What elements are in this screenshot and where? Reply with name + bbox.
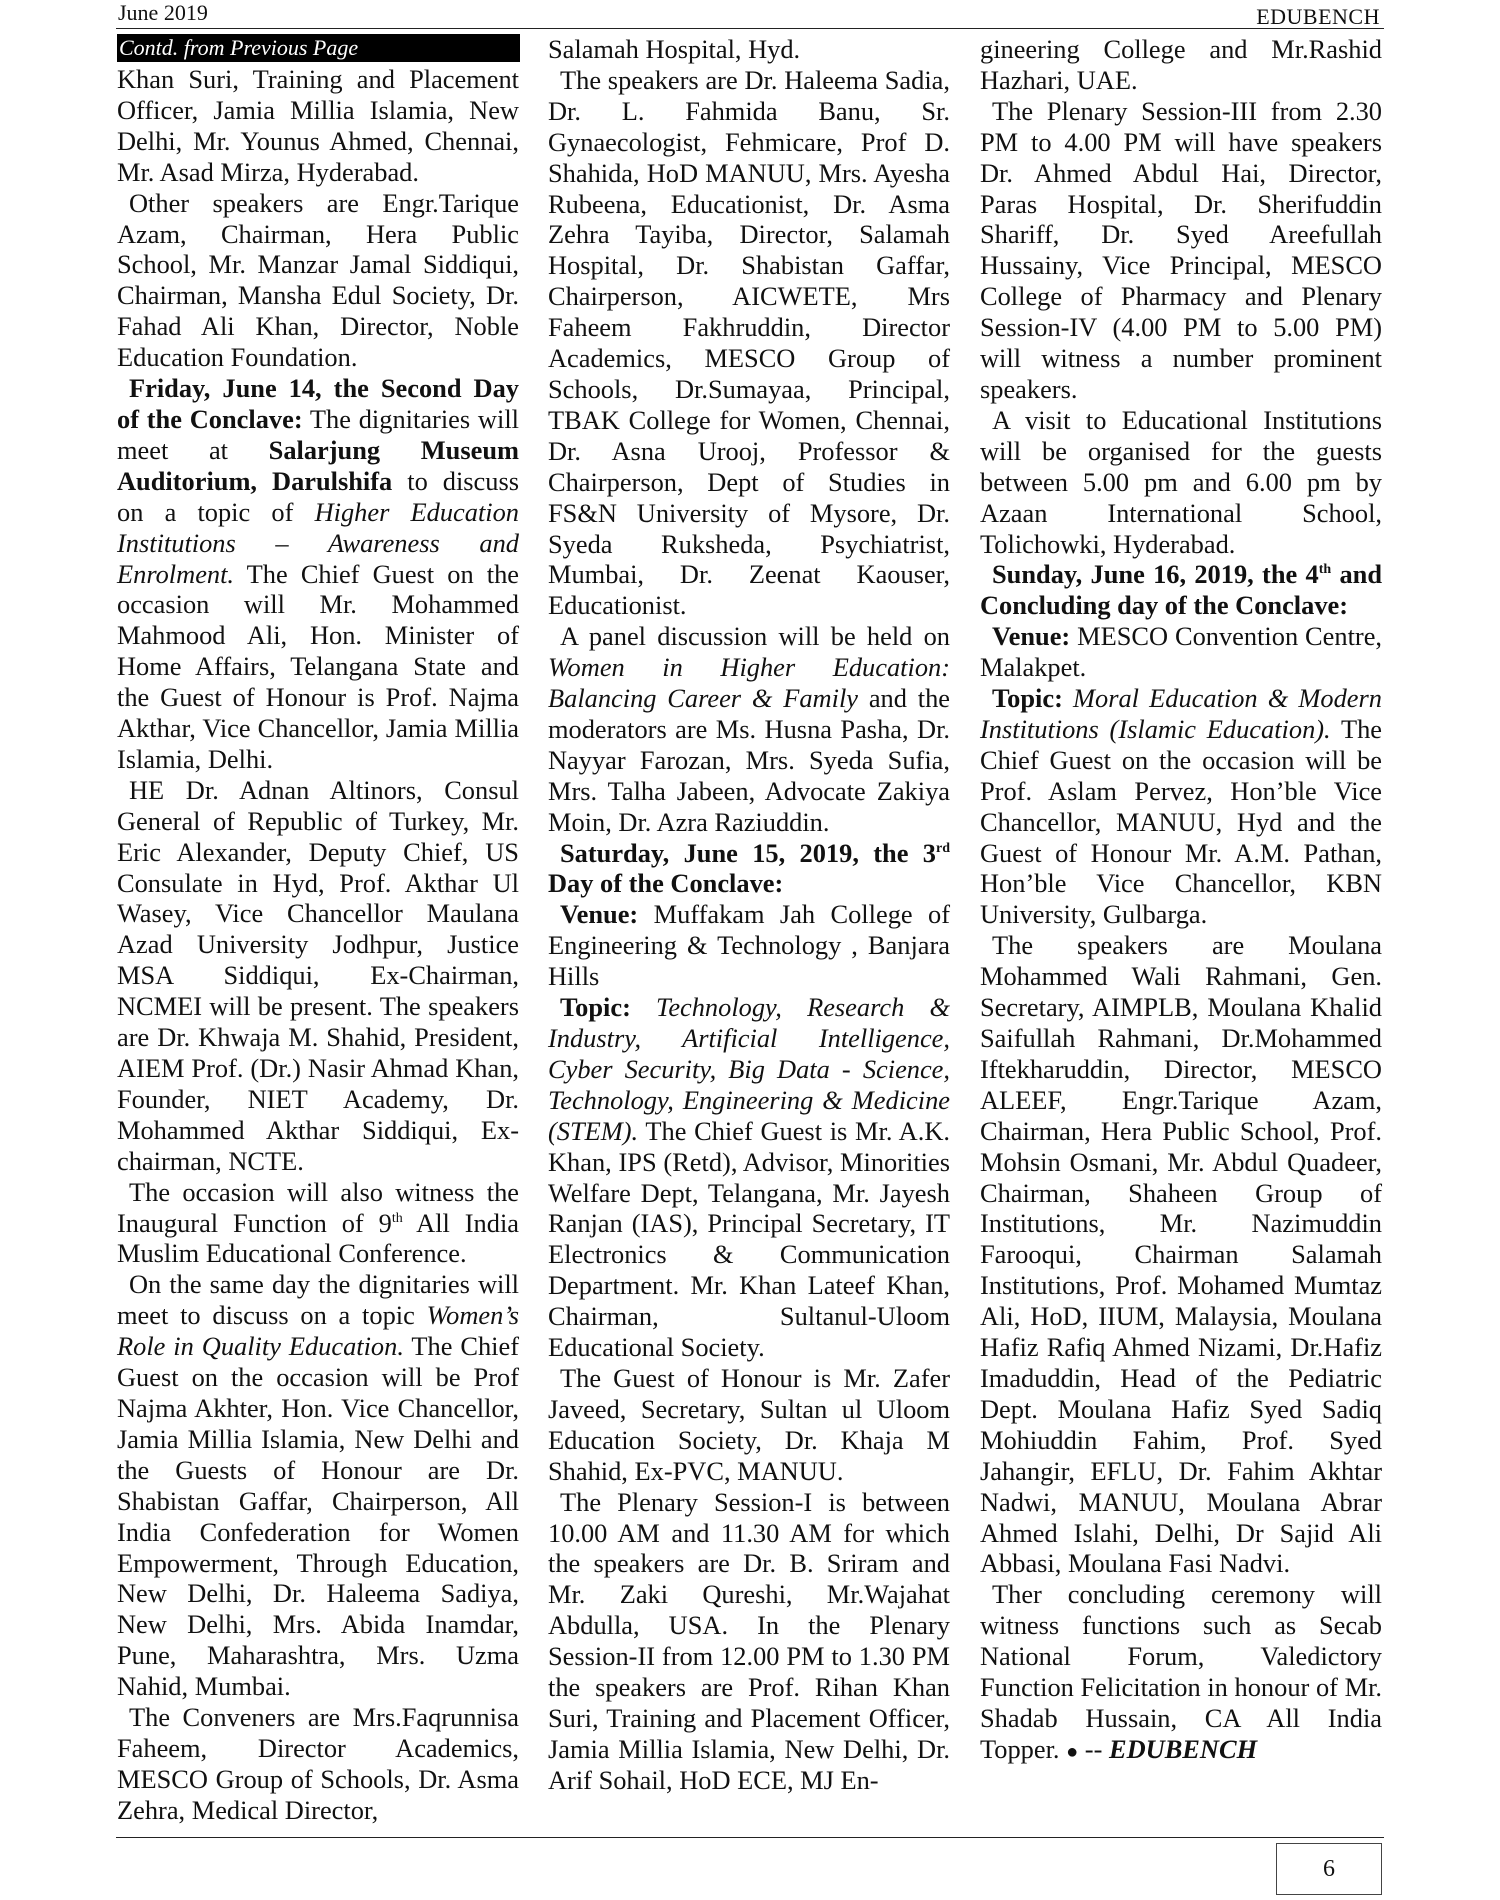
text-run: A panel discussion will be held on bbox=[560, 621, 950, 652]
text-run: Sunday, June 16, 2019, the 4 bbox=[992, 559, 1319, 590]
text-run: Muffakam Jah College of Engineering & Technology , Banjara Hills bbox=[548, 899, 950, 992]
publication-name: EDUBENCH bbox=[1256, 4, 1380, 29]
text-run: On the same day the dignitaries will meet to discuss on a topic bbox=[117, 1269, 519, 1331]
text-run: Ther concluding ceremony will witness functions such as Secab National Forum, Valedictory Function Felicitation in honour of Mr. Shadab Hussain, CA All India Topper. bbox=[980, 1579, 1382, 1764]
paragraph bbox=[980, 621, 1382, 683]
paragraph bbox=[548, 992, 950, 1363]
paragraph bbox=[117, 1177, 519, 1270]
column-2 bbox=[548, 34, 950, 1796]
paragraph: HE Dr. Adnan Altinors, Consul General of Republic of Turkey, Mr. Eric Alexander, Deputy Chief, US Consulate in Hyd, Prof. Akthar Ul Wasey, Vice Chancellor Maulana Azad University Jodhpur, Justice MSA Siddiqui, Ex-Chairman, NCMEI will be present. The speakers are Dr. Khwaja M. Shahid, President, AIEM Prof. (Dr.) Nasir Ahmad Khan, Founder, NIET Academy, Dr. Mohammed Akthar Siddiqui, Ex-chairman, NCTE. bbox=[117, 774, 519, 1176]
footer-rule bbox=[116, 1837, 1384, 1838]
text-run: The Chief Guest on the occasion will be Prof. Aslam Pervez, Hon’ble Vice Chancellor, MANUU, Hyd and the Guest of Honour Mr. A.M. Pathan, Hon’ble Vice Chancellor, KBN University, Gulbarga. bbox=[980, 713, 1382, 930]
topic-title: Higher Education Institutions – Awareness and Enrolment. bbox=[117, 496, 519, 589]
day-heading bbox=[980, 559, 1382, 621]
column-1 bbox=[117, 34, 519, 1826]
paragraph bbox=[548, 621, 950, 837]
text-run: -- bbox=[1078, 1733, 1109, 1764]
paragraph bbox=[548, 899, 950, 992]
paragraph: Khan Suri, Training and Placement Officer, Jamia Millia Islamia, New Delhi, Mr. Younus Ahmed, Chennai, Mr. Asad Mirza, Hyderabad. bbox=[117, 64, 519, 187]
ordinal-suffix: rd bbox=[936, 840, 950, 856]
ordinal-suffix: th bbox=[391, 1210, 403, 1226]
bullet-icon: ● bbox=[1066, 1740, 1079, 1763]
day-heading bbox=[548, 838, 950, 900]
text-run: The Chief Guest is Mr. A.K. Khan, IPS (Retd), Advisor, Minorities Welfare Dept, Telangana, Mr. Jayesh Ranjan (IAS), Principal Secretary, IT Electronics & Communication Department. Mr. Khan Lateef Khan, Chairman, Sultanul-Uloom Educational Society. bbox=[548, 1115, 950, 1363]
topic-title: Technology, Research & Industry, Artificial Intelligence, Cyber Security, Big Data - Science, Technology, Engineering & Medicine (STEM). bbox=[548, 992, 950, 1146]
paragraph bbox=[117, 1269, 519, 1702]
paragraph: The speakers are Dr. Haleema Sadia, Dr. L. Fahmida Banu, Sr. Gynaecologist, Fehmicare, Prof D. Shahida, HoD MANUU, Mrs. Ayesha Rubeena, Educationist, Dr. Asma Zehra Tayiba, Director, Salamah Hospital, Dr. Shabistan Gaffar, Chairperson, AICWETE, Mrs Faheem Fakhruddin, Director Academics, MESCO Group of Schools, Dr.Sumayaa, Principal, TBAK College for Women, Chennai, Dr. Asna Urooj, Professor & Chairperson, Dept of Studies in FS&N University of Mysore, Dr. Syeda Ruksheda, Psychiatrist, Mumbai, Dr. Zeenat Kaouser, Educationist. bbox=[548, 64, 950, 621]
ordinal-suffix: th bbox=[1318, 562, 1332, 578]
venue-label: Venue: bbox=[560, 899, 639, 930]
text-run: The Chief Guest on the occasion will Mr. Mohammed Mahmood Ali, Hon. Minister of Home Affairs, Telangana State and the Guest of Honour is Prof. Najma Akthar, Vice Chancellor, Jamia Millia Islamia, Delhi. bbox=[117, 558, 519, 774]
paragraph: A visit to Educational Institutions will be organised for the guests between 5.00 pm and 6.00 pm by Azaan International School, Tolichowki, Hyderabad. bbox=[980, 404, 1382, 559]
page-number: 6 bbox=[1276, 1843, 1382, 1895]
text-run: Saturday, June 15, 2019, the 3 bbox=[560, 837, 936, 868]
paragraph: The Conveners are Mrs.Faqrunnisa Faheem, Director Academics, MESCO Group of Schools, Dr. Asma Zehra, Medical Director, bbox=[117, 1702, 519, 1825]
panel-topic: Women in Higher Education: Balancing Career & Family bbox=[548, 652, 950, 714]
paragraph bbox=[980, 1579, 1382, 1767]
column-3 bbox=[980, 34, 1382, 1768]
signature: EDUBENCH bbox=[1108, 1733, 1258, 1764]
text-run: The occasion will also witness the Inaugural Function of 9 bbox=[117, 1176, 519, 1238]
text-run: The Chief Guest on the occasion will be Prof Najma Akhter, Hon. Vice Chancellor, Jamia Millia Islamia, New Delhi and the Guests of Honour are Dr. Shabistan Gaffar, Chairperson, All India Confederation for Women Empowerment, Through Education, New Delhi, Dr. Haleema Sadiya, New Delhi, Mrs. Abida Inamdar, Pune, Maharashtra, Mrs. Uzma Nahid, Mumbai. bbox=[117, 1331, 519, 1702]
text-run: The dignitaries will meet at bbox=[117, 403, 519, 465]
day-heading: Friday, June 14, the Second Day of the Conclave: bbox=[117, 373, 519, 434]
text-run: MESCO Convention Centre, Malakpet. bbox=[980, 621, 1382, 683]
paragraph: The Plenary Session-III from 2.30 PM to 4.00 PM will have speakers Dr. Ahmed Abdul Hai, Director, Paras Hospital, Dr. Sherifuddin Shariff, Dr. Syed Areefullah Hussainy, Vice Principal, MESCO College of Pharmacy and Plenary Session-IV (4.00 PM to 5.00 PM) will witness a number prominent speakers. bbox=[980, 95, 1382, 404]
venue-label: Venue: bbox=[992, 621, 1071, 652]
text-run: and the moderators are Ms. Husna Pasha, Dr. Nayyar Farozan, Mrs. Syeda Sufia, Mrs. Talha Jabeen, Advocate Zakiya Moin, Dr. Azra Raziuddin. bbox=[548, 683, 950, 837]
header-rule bbox=[116, 28, 1384, 29]
issue-date: June 2019 bbox=[118, 0, 208, 25]
paragraph: The Guest of Honour is Mr. Zafer Javeed, Secretary, Sultan ul Uloom Education Society, Dr. Khaja M Shahid, Ex-PVC, MANUU. bbox=[548, 1362, 950, 1486]
paragraph: The speakers are Moulana Mohammed Wali Rahmani, Gen. Secretary, AIMPLB, Moulana Khalid Saifullah Rahmani, Dr.Mohammed Iftekharuddin, Director, MESCO ALEEF, Engr.Tarique Azam, Chairman, Hera Public School, Prof. Mohsin Osmani, Mr. Abdul Quadeer, Chairman, Shaheen Group of Institutions, Mr. Nazimuddin Farooqui, Chairman Salamah Institutions, Prof. Mohamed Mumtaz Ali, HoD, IIUM, Malaysia, Moulana Hafiz Rafiq Ahmed Nizami, Dr.Hafiz Imaduddin, Head of the Pediatric Dept. Moulana Hafiz Syed Sadiq Mohiuddin Fahim, Prof. Syed Jahangir, EFLU, Dr. Fahim Akhtar Nadwi, MANUU, Moulana Abrar Ahmed Islahi, Delhi, Dr Sajid Ali Abbasi, Moulana Fasi Nadvi. bbox=[980, 930, 1382, 1579]
paragraph bbox=[117, 373, 519, 775]
paragraph: gineering College and Mr.Rashid Hazhari, UAE. bbox=[980, 34, 1382, 95]
topic-title: Women’s Role in Quality Education. bbox=[117, 1300, 519, 1362]
paragraph bbox=[980, 683, 1382, 930]
text-run: and Concluding day of the Conclave: bbox=[980, 559, 1382, 621]
topic-title: Moral Education & Modern Institutions (Islamic Education). bbox=[980, 683, 1382, 744]
text-run: Day of the Conclave: bbox=[548, 868, 784, 899]
continued-banner: Contd. from Previous Page bbox=[117, 34, 520, 62]
paragraph: Salamah Hospital, Hyd. bbox=[548, 34, 801, 64]
paragraph: The Plenary Session-I is between 10.00 AM and 11.30 AM for which the speakers are Dr. B. Sriram and Mr. Zaki Qureshi, Mr.Wajahat Abdulla, USA. In the Plenary Session-II from 12.00 PM to 1.30 PM the speakers are Prof. Rihan Khan Suri, Training and Placement Officer, Jamia Millia Islamia, New Delhi, Dr. Arif Sohail, HoD ECE, MJ En- bbox=[548, 1486, 950, 1795]
paragraph: Other speakers are Engr.Tarique Azam, Chairman, Hera Public School, Mr. Manzar Jamal Siddiqui, Chairman, Mansha Edul Society, Dr. Fahad Ali Khan, Director, Noble Education Foundation. bbox=[117, 187, 519, 373]
venue-name: Salarjung Museum Auditorium, Darulshifa bbox=[117, 434, 519, 496]
text-run: All India Muslim Educational Conference. bbox=[117, 1207, 519, 1269]
topic-label: Topic: bbox=[560, 992, 631, 1023]
text-run: to discuss on a topic of bbox=[117, 465, 519, 527]
topic-label: Topic: bbox=[992, 683, 1063, 714]
